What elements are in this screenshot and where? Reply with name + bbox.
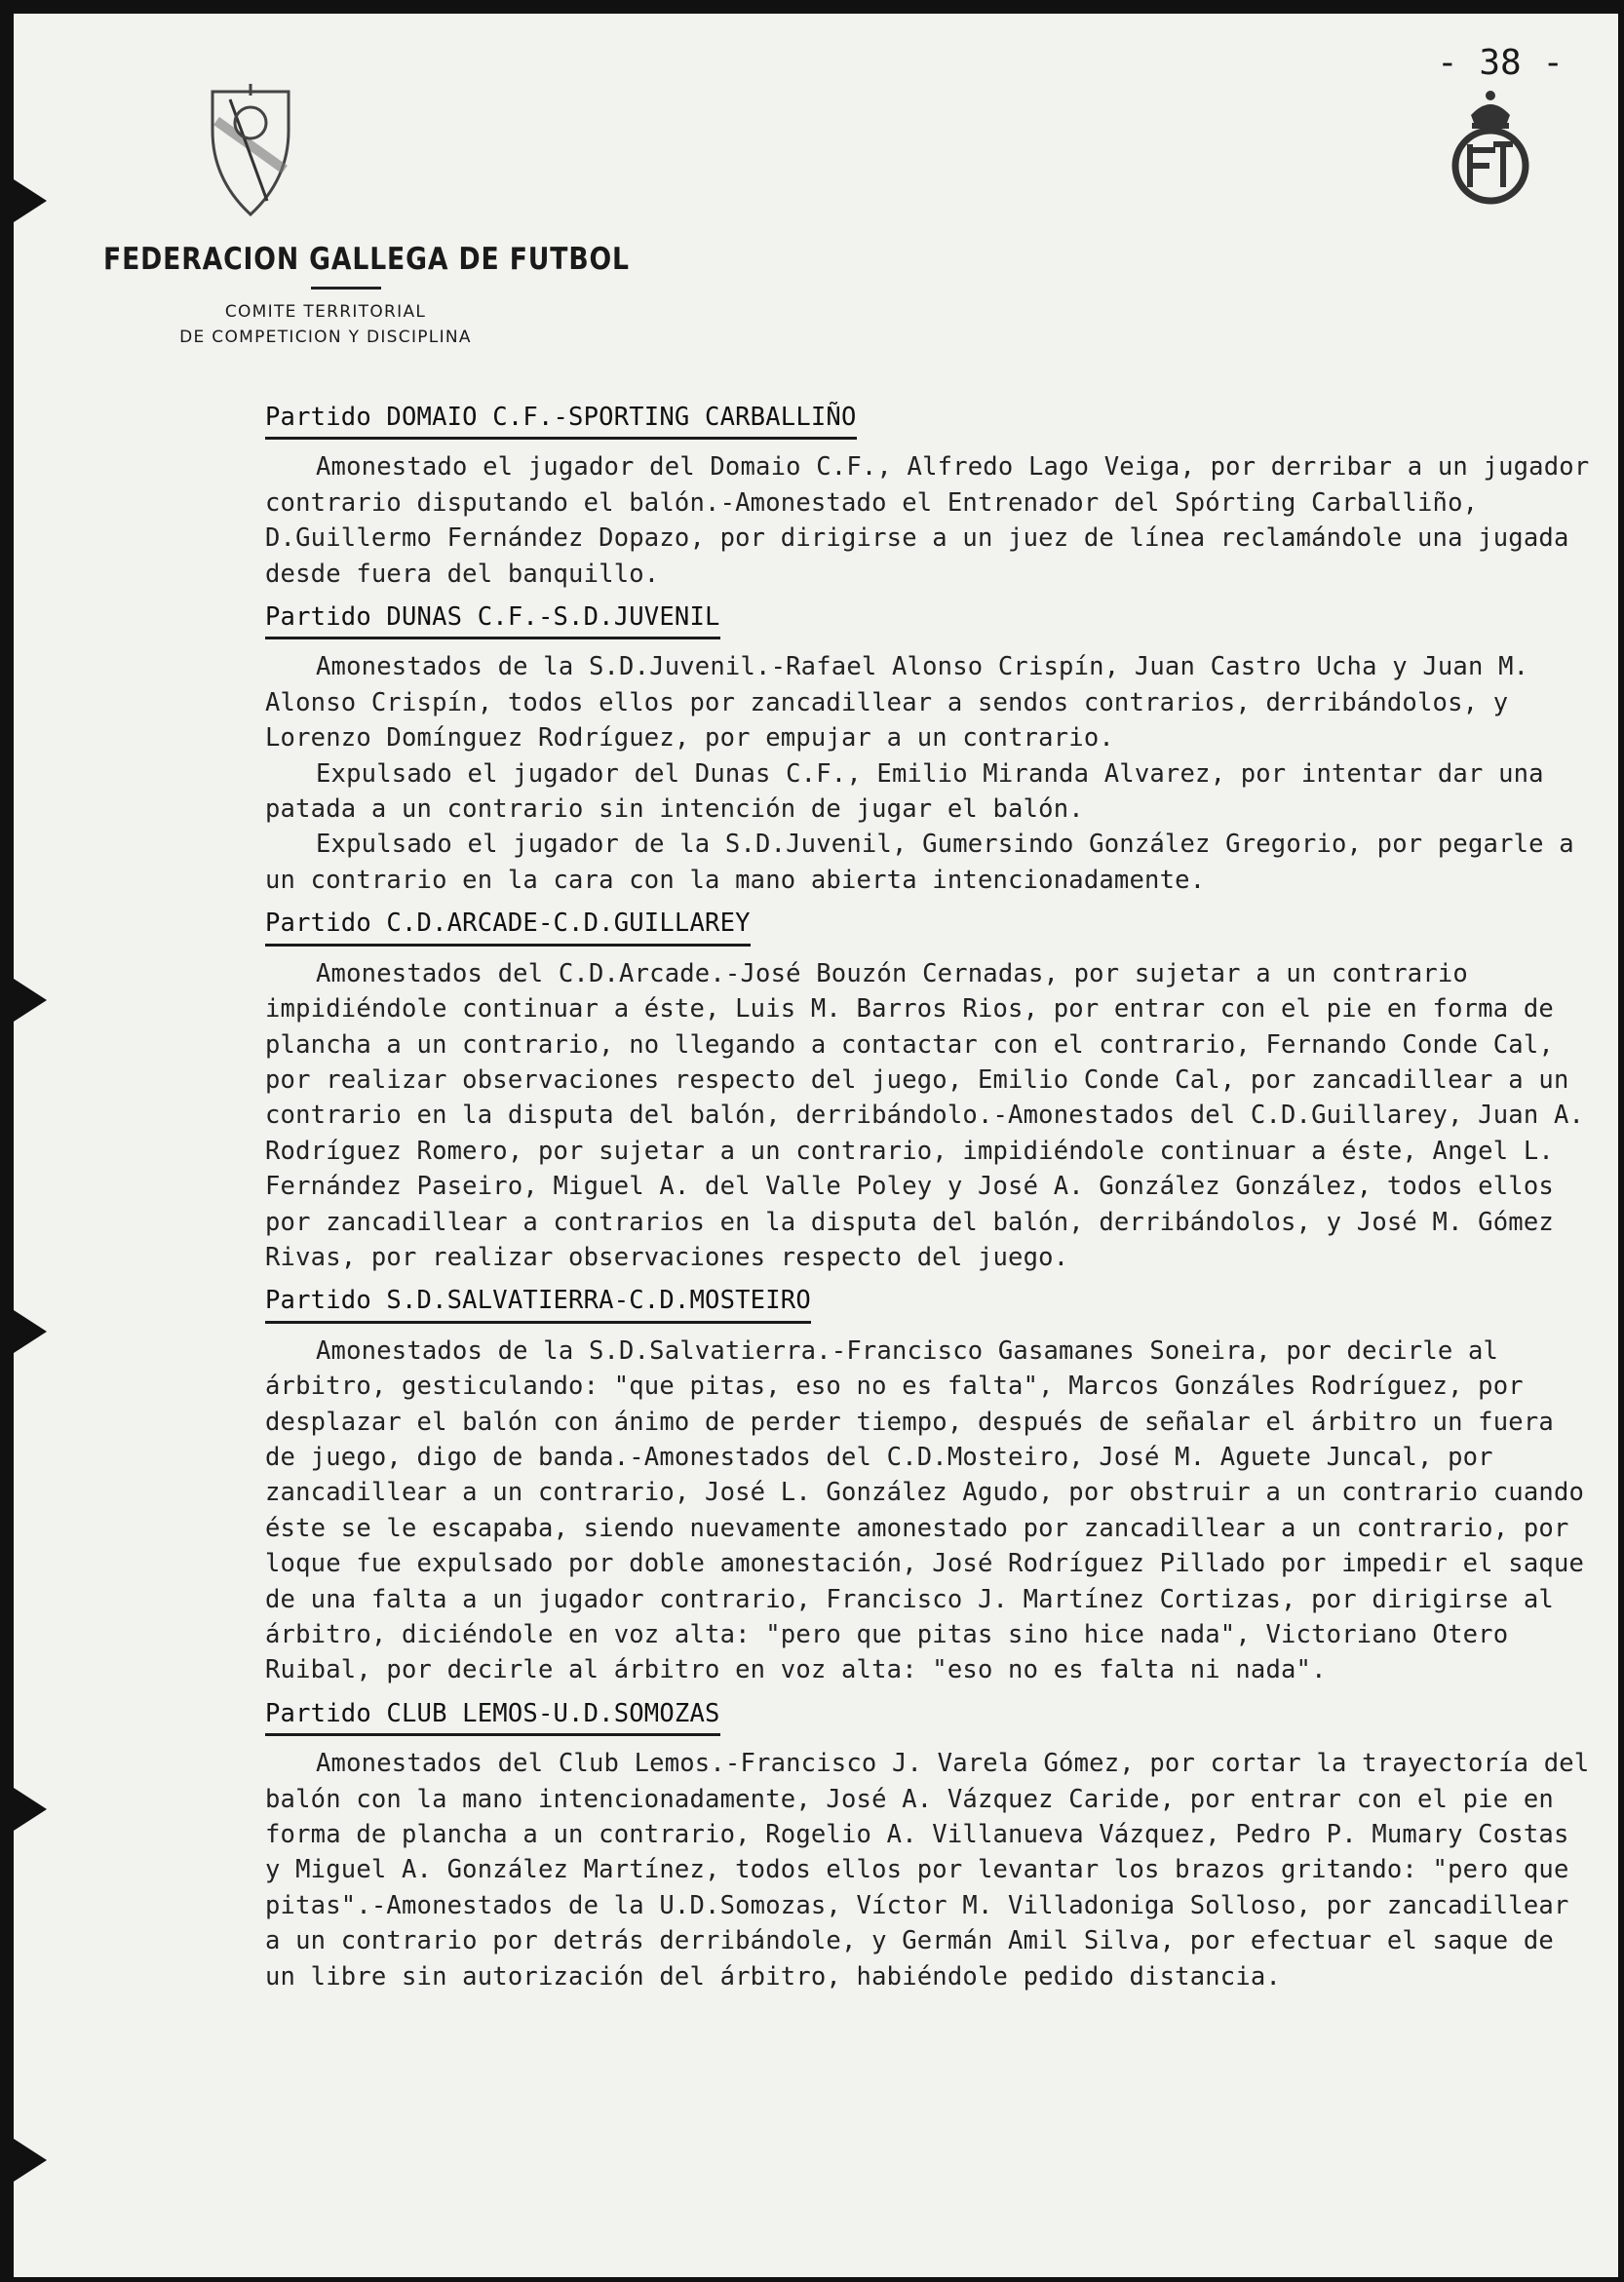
committee-line-2: DE COMPETICION Y DISCIPLINA [179,328,472,347]
match-heading: Partido S.D.SALVATIERRA-C.D.MOSTEIRO [265,1283,811,1323]
sanction-paragraph: Amonestados del C.D.Arcade.-José Bouzón Cernadas, por sujetar a un contrario impidiéndole continuar a éste, Luis M. Barros Rios, por entrar con el pie en forma de plancha a un contrario, no llegando a contactar con el contrario, Fernando Conde Cal, por realizar observaciones respecto del juego, Emilio Conde Cal, por zancadillear a un contrario en la disputa del balón, derribándolo.-Amonestados del C.D.Guillarey, Juan A. Rodríguez Romero, por sujetar a un contrario, impidiéndole continuar a éste, Angel L. Fernández Paseiro, Miguel A. del Valle Poley y José A. González González, todos ellos por zancadillear a contrarios en la disputa del balón, derribándolos, y José M. Gómez Rivas, por realizar observaciones respecto del juego. [265,958,1585,1272]
sanction-paragraph: Amonestado el jugador del Domaio C.F., Alfredo Lago Veiga, por derribar a un jugador contrario disputando el balón.-Amonestado el Entrenador del Spórting Carballiño, D.Guillermo Fernández Dopazo, por dirigirse a un juez de línea reclamándole una jugada desde fuera del banquillo. [265,452,1590,589]
sanction-paragraph: Amonestados de la S.D.Juvenil.-Rafael Alonso Crispín, Juan Castro Ucha y Juan M. Alonso Crispín, todos ellos por zancadillear a sendos contrarios, derribándolos, y Lorenzo Domínguez Rodríguez, por empujar a un contrario. [265,652,1529,754]
match-section [265,1688,1591,1994]
royal-crest-logo [1447,86,1534,205]
match-section [265,592,1591,898]
document-page [14,14,1618,2277]
federation-shield-logo [209,82,292,218]
torn-edge [14,179,47,222]
match-heading: Partido CLUB LEMOS-U.D.SOMOZAS [265,1696,720,1736]
committee-line-1: COMITE TERRITORIAL [224,302,427,322]
sanction-paragraph: Expulsado el jugador del Dunas C.F., Emilio Miranda Alvarez, por intentar dar una patada a un contrario sin intención de jugar el balón. [265,758,1544,825]
sanction-paragraph: Expulsado el jugador de la S.D.Juvenil, Gumersindo González Gregorio, por pegarle a un contrario en la cara con la mano abierta intencionadamente. [265,830,1574,895]
federation-name: FEDERACION GALLEGA DE FUTBOL [103,242,630,277]
page-number: - 38 - [1437,43,1565,83]
torn-edge [14,979,47,1022]
match-heading: Partido C.D.ARCADE-C.D.GUILLAREY [265,906,751,946]
torn-edge [14,1788,47,1831]
match-heading: Partido DOMAIO C.F.-SPORTING CARBALLIÑO [265,400,857,440]
committee-name [140,299,511,350]
torn-edge [14,2139,47,2182]
sanction-paragraph: Amonestados de la S.D.Salvatierra.-Francisco Gasamanes Soneira, por decirle al árbitro, gesticulando: "que pitas, eso no es falta", Marcos Gonzáles Rodríguez, por desplazar el balón con ánimo de perder tiempo, después de señalar el árbitro un fuera de juego, digo de banda.-Amonestados del C.D.Mosteiro, José M. Aguete Juncal, por zancadillear a un contrario, José L. González Agudo, por obstruir a un contrario cuando éste se le escapaba, siendo nuevamente amonestado por zancadillear a un contrario, por loque fue expulsado por doble amonestación, José Rodríguez Pillado por impedir el saque de una falta a un jugador contrario, Francisco J. Martínez Cortizas, por dirigirse al árbitro, diciéndole en voz alta: "pero que pitas sino hice nada", Victoriano Otero Ruibal, por decirle al árbitro en voz alta: "eso no es falta ni nada". [265,1335,1585,1685]
letterhead-divider [311,287,381,290]
torn-edge [14,1310,47,1353]
document-body [265,392,1591,1994]
match-section [265,1275,1591,1687]
match-section [265,392,1591,592]
match-section [265,898,1591,1275]
match-heading: Partido DUNAS C.F.-S.D.JUVENIL [265,600,720,639]
sanction-paragraph: Amonestados del Club Lemos.-Francisco J. Varela Gómez, por cortar la trayectoría del balón con la mano intencionadamente, José A. Vázquez Caride, por entrar con el pie en forma de plancha a un contrario, Rogelio A. Villanueva Vázquez, Pedro P. Mumary Costas y Miguel A. González Martínez, todos ellos por levantar los brazos gritando: "pero que pitas".-Amonestados de la U.D.Somozas, Víctor M. Villadoniga Solloso, por zancadillear a un contrario por detrás derribándole, y Germán Amil Silva, por efectuar el saque de un libre sin autorización del árbitro, habiéndole pedido distancia. [265,1749,1590,1992]
